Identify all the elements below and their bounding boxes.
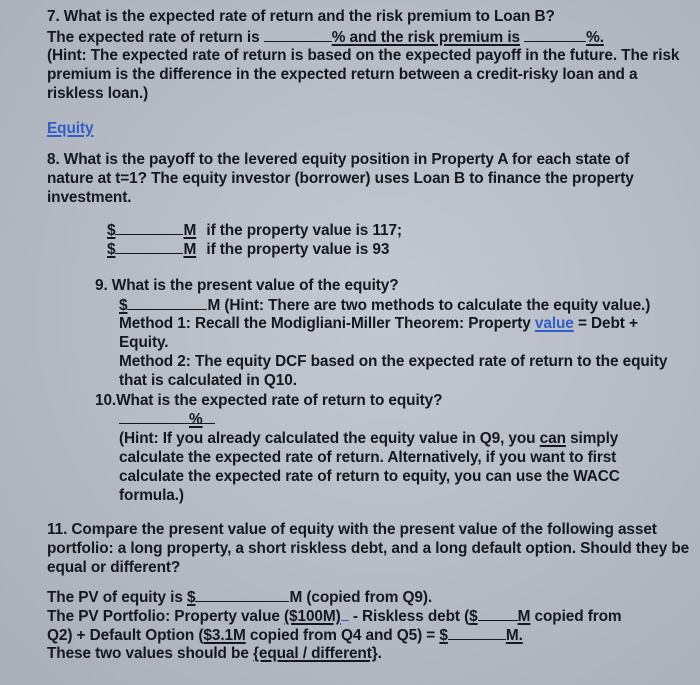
q8-line-1: 8. What is the payoff to the levered equity position in Property A for each state of [47,151,630,168]
q8-answer-1: $ M if the property value is 117; [107,222,402,239]
q7-answer-line: The expected rate of return is % and the risk premium is %. [47,29,604,46]
q7-hint-line-2: premium is the difference in the expected return between a credit-risky loan and a [47,66,638,83]
q7-risk-text: % and the risk premium is [331,29,520,46]
q10-hint-2: calculate the expected rate of return. Alternatively, if you want to first [119,449,617,466]
q11-pv-portfolio: The PV Portfolio: Property value ($100M) - Riskless debt ($ M copied from [47,608,622,625]
q9-method-2: Method 2: The equity DCF based on the expected rate of return to the equity [119,353,668,370]
q11-pv-equity-blank[interactable] [195,587,289,602]
q7-hint-line-3: riskless loan.) [47,85,149,102]
equal-different-choice[interactable]: {equal / different} [252,645,378,662]
q11-line-3: equal or different? [47,559,181,576]
q8-blank-2[interactable] [115,239,183,254]
section-heading-equity: Equity [47,120,94,137]
q9-method-2-cont: that is calculated in Q10. [119,372,297,389]
q8-line-3: investment. [47,189,132,206]
q11-portfolio-total-blank[interactable] [448,625,506,640]
q11-line-2: portfolio: a long property, a short riskless debt, and a long default option. Should they be [47,540,690,557]
q10-question: 10.What is the expected rate of return to equity? [95,392,443,409]
q9-method-1-cont: Equity. [119,334,169,351]
q9-answer-line: $ M (Hint: There are two methods to calculate the equity value.) [119,297,651,314]
q10-hint-1: (Hint: If you already calculated the equity value in Q9, you can simply [119,430,619,447]
q8-answer-2: $ M if the property value is 93 [107,241,390,258]
q10-hint-3: calculate the expected rate of return to equity, you can use the WACC [119,468,620,485]
q7-return-blank[interactable] [264,27,332,42]
q8-blank-1[interactable] [115,220,183,235]
q10-hint-4: formula.) [119,487,184,504]
q9-method-1: Method 1: Recall the Modigliani-Miller Theorem: Property value = Debt + [119,315,638,332]
q11-pv-equity: The PV of equity is $ M (copied from Q9). [47,589,433,606]
q7-question: 7. What is the expected rate of return and the risk premium to Loan B? [47,8,555,25]
q11-portfolio-cont: Q2) + Default Option ($3.1M copied from Q4 and Q5) = $ M. [47,627,523,644]
q7-hint-line-1: (Hint: The expected rate of return is based on the expected payoff in the future. The risk [47,47,680,64]
q9-question: 9. What is the present value of the equity? [95,277,399,294]
q11-final-line: These two values should be {equal / different}. [47,645,382,662]
q11-riskless-debt-blank[interactable] [478,606,518,621]
q11-line-1: 11. Compare the present value of equity with the present value of the following asset [47,521,657,538]
q7-premium-blank[interactable] [524,27,586,42]
q8-line-2: nature at t=1? The equity investor (borrower) uses Loan B to finance the property [47,170,634,187]
q9-blank[interactable] [127,295,207,310]
q10-answer-line: % [119,409,215,429]
